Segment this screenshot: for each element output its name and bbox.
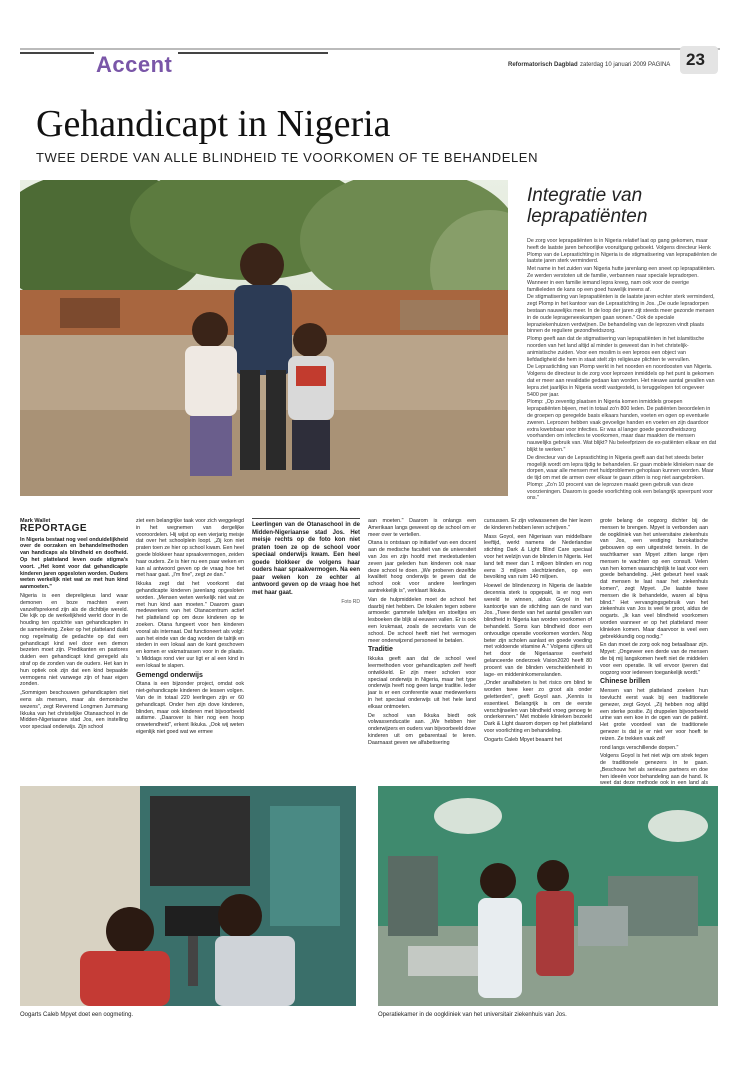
photo-operating-room [378,786,718,1006]
photo-children-schoolyard [20,180,508,496]
photo-operating-room-illustration [378,786,718,1006]
sidebar-paragraph: Plomp geeft aan dat de stigmatisering van leprapatiënten in het islamitische noorden van het land altijd al minder is geweest dan in het christelijk-animistische zuiden. Voor een moslim is een leproos een object van liefdadigheid die hem in staat stelt zijn religieuze plichten te vervullen. [527,336,705,363]
article-column-3 [252,518,360,606]
article-paragraph: Oogarts Caleb Mpyet beaamt het [484,736,563,743]
photo-caption-right: Operatiekamer in de oogkliniek van het universitair ziekenhuis van Jos. [378,1012,567,1018]
article-paragraph: ziet een belangrijke taak voor zich weggelegd in het wegnemen van dergelijke vooroordelen. Hij wijst op een vierjarig meisje dat over het schoolplein loopt. „Zij kon niet praten toen ze hier op school kwam. Een heel goede blokkeer haar spraakvermogen, zeiden haar ouders. Ze is hier nu een paar weken en kan al antwoord geven op de vraag hoe het met haar gaat. „I'm fine", zegt ze dan." [136,518,244,579]
article-paragraph: Ikkuka geeft aan dat de school veel leermethoden voor gehandicapten zelf heeft ontwikkeld. Er zijn meer scholen voor speciaal onderwijs in Nigeria, maar het type onderwijs heeft nog geen lange traditie. Ieder jaar is er een conferentie waar medewerkers in het speciaal onderwijs uit het hele land elkaar ontmoeten. [368,656,476,710]
sidebar-paragraph: Met name in het zuiden van Nigeria hutte jarenlang een sneet op leprapatiënten. Ze werden verstoten uit de familie, verbannen naar speciale lepradorpen. Wanneer in een familie iemand lepra kreeg, nam ook voor de overige familieleden de kans op een goed huwelijk ineens af. [527,266,716,293]
article-paragraph: Mensen van het platteland zoeken hun toevlucht eerst vaak bij een traditionele genezer, zegt Goyol. „Zij hebben nog altijd een sterke positie. Zij druppelen bijvoorbeeld urine van een koe in de ogen van de patiënt. Het grote voordeel van de traditionele genezer is dat je er niet ver voor hoeft te reizen. Ze trekken vaak zelf [600,688,708,742]
byline: Mark Wallet [20,518,51,524]
article-paragraph: En dan moet de zorg ook nog betaalbaar zijn. Mpyet: „Ongeveer een derde van de mensen die bij mij langskomen heeft niet de middelen voor een operatie. Ik wil ervoor ijveren dat oogzorg voor iedereen toegankelijk wordt." [600,642,708,676]
article-paragraph: Nigeria is een diepreligieus land waar demonen en boze machten even vanzelfsprekend zijn als de dichtbije wereld. Die kijk op de werkelijkheid werkt door in de houding ten opzichte van gehandicapten in de samenleving. Zeker op het platteland duikt nog regelmatig de gedachte op dat een gehandicapt kind wel door een demon bezeten moet zijn. Predikanten en pastores duiden een gehandicapt kind geregeld als straf op de zonden van de ouders. Het kan in hun optiek ook zijn dat een kind bepaalde vermogens niet vanwege zijn of haar eigen zonden. [20,592,128,688]
sidebar-title: Integratie van leprapatiënten [527,185,648,227]
article-paragraph: Ikkuka zegt dat het voorkomt dat gehandicapte kinderen jarenlang opgesloten worden. „Mensen weten werkelijk niet wat ze met hun kind aan moeten." Daarom gaan medewerkers van het Otanacentrum actief het platteland op om deze kinderen op te zoeken. Otana fungeert voor hen kinderen vooral als internaat. Dat functioneert als volgt: aan het einde van de dag worden de talrijk en steden in een lokaal aan de kant geschoven en komen er vakmatrassen voor in de plaats. 's Middags rond vier uur ligt er al een kind in een lokaal te slapen. [136,581,244,669]
article-lead: In Nigeria bestaat nog veel onduidelijkheid over de oorzaken en behandelmethoden van handicaps als blindheid en doofheid. Op het platteland leven oude stigma's voort. „Het komt voor dat gehandicapte kinderen jaren opgesloten worden. Ouders weten werkelijk niet wat ze met hun kind aanmoeten." [20,536,128,591]
photo-children-illustration [20,180,508,496]
sidebar-paragraph: De stigmatisering van leprapatiënten is de laatste jaren echter sterk verminderd, zegt Plomp in het kantoor van de Leprastichting in Jos. „De oude lepradorpen bestaan nauwelijks meer. In de loop der jaren zijt steeds meer gezonde mensen in de oude leprageneeskampen gaan wonen." Ook de speciale lepraziekenhuizen verdwijnen. De behandeling van de leprozen vindt plaats binnen de reguliere gezondheidszorg. [527,294,715,335]
section-label: REPORTAGE [20,522,88,534]
photo-credit: Foto RD [341,599,360,605]
sidebar-paragraph: Plomp: „Op zeventig plaatsen in Nigeria komen inmiddels groepen leprapatiënten bijeen, met in totaal zo'n 800 leden. De patiënten beoordelen in de groepen op geregelde basis elkaars handen, voeten en ogen op eventuele zweren. Leprozen hebben vaak gevoelige handen en voeten en zijn daardoor extra kwetsbaar voor infecties. Er was al langer goede gezondheidszorg voorhanden om infecties te voorkomen, maar daar maakten de mensen nauwelijks gebruik van. Wat blijkt? Nu beleefprizen de ex-patiënten elkaar en dat blijkt te werken." [527,399,717,453]
article-subheading: Traditie [368,646,393,654]
article-paragraph: Van de hulpmiddelen moet de school het daarbij niet hebben. De lokalen tegen sobere armoede: gammele tafeltjes en stoeltjes en lesboeken die blijk al eeuwen vallen. Er is ook een krukmaat, zoals de secretaris van de school. De school heeft niet het vermogen meer onderwijzend personeel te betalen. [368,596,476,644]
photo-caption-main: Leerlingen van de Otanaschool in de Midden-Nigeriaanse stad Jos. Het meisje rechts op de foto kon niet praten toen ze op de school voor speciaal onderwijs kwam. Een heel goede blokkeer de volgens haar ouders haar spraakvermogen. Na een paar weken kon ze echter al antwoord geven op de vraag hoe het met haar gaat. [252,518,360,597]
header-rule-left [20,52,94,54]
page-number: 23 [686,50,705,69]
article-paragraph: Volgens Goyol is het niet wijs om strek tegen de traditionele genezers in te gaan. „Beschouw het als serieuze partners en doe hen ideeën voor behandeling aan de hand. Ik weet dat deze methode ook in een land als [600,753,708,787]
article-column-2 [136,518,244,738]
sidebar-paragraph: De directeur van de Leprastichting in Nigeria geeft aan dat het steeds beter mogelijk wordt om lepra tijdig te behandelen. Er gaan mobiele klinieken naar de dorpen, waar alle mensen met huidproblemen gehoplaan kunnen worden. Maar de tijd om met de armen over elkaar te gaan zitten is nog niet aangebroken. Plomp: „Zo'n 10 procent van de leprozen maakt geen gebruik van deze voorzieningen. Daarom is goede voorlichting ook een belangrijk speerpunt voor ons." [527,454,714,502]
article-subheading: Gemengd onderwijs [136,671,203,679]
article-paragraph: „Sommigen beschouwen gehandicapten niet eens als mensen, maar als demonische wezens", zegt Reverend Longmen Jummang Ikkuka van het christelijke Otanaschool in de Midden-Nigeriaanse stad Jos, een instelling voor speciaal onderwijs. Zijn school [20,690,128,731]
article-column-1 [20,518,128,733]
article-paragraph: Otana is een bijzonder project, omdat ook niet-gehandicapte kinderen de lessen volgen. Van de in totaal 220 leerlingen zijn er 60 gehandicapt. Onder hen zijn dove kinderen, blinden, maar ook kinderen met bijvoorbeeld autisme. „Daarover is hier nog een hoop onwetendheid", erkent Ikkuka. „Ook wij weten eigenlijk niet goed wat we ermee [136,681,244,735]
header-rule-right [178,52,328,54]
article-paragraph: „Onder analfabeten is het risico om blind te worden twee keer zo groot als onder geletterden", geeft Goyol aan. „Kennis is essentieel. Belangrijk is om de eerste verschijnselen van blindheid vroeg genoeg te onderkennen." Met mobiele klinieken bezoekt Dark & Light daarom dorpen op het platteland voor voorlichting en behandeling. [484,680,592,734]
article-paragraph: aan moeten." Daarom is onlangs een Amerikaan langs geweest op de school om er meer over te vertellen. [368,518,476,538]
article-paragraph: Otana is ontstaan op initiatief van een docent aan de medische faculteit van de universiteit van Jos en zijn hoofd met medestudenten zeven jaar geleden hun kinderen ook naar deze school te doen. „We proberen dezelfde kwaliteit hoog onderwijs te geven dat de school ook voor andere leerlingen aantrekkelijk is", verklaart Ikkuka. [368,540,476,594]
sidebar-paragraph: De zorg voor leprapatiënten is in Nigeria relatief laat op gang gekomen, maar heeft de laatste jaren behoorlijke vooruitgang geboekt. Volgens directeur Henk Plomp van de Leprastichting in Nigeria is de stigmatisering van leprapatiënten de laatste jaren sterk verminderd. [527,238,717,265]
section-name: Accent [96,52,173,77]
article-column-4 [368,518,476,749]
headline: Gehandicapt in Nigeria [36,103,391,145]
sidebar-paragraph: De Leprastichting van Plomp werkt in het noorden en noordoosten van Nigeria. Volgens de directeur is de zorg voor leprozen inmiddels op het punt is gekomen dat er meer aan revalidatie gedaan kan worden. Het nieuwe aantal gevallen van lepra ziet jaarlijks in Nigeria wordt vastgesteld, is teruggelopen tot ongeveer 5400 per jaar. [527,364,715,398]
article-column-5 [484,518,592,746]
article-paragraph: Hoewel de blindenzorg in Nigeria de laatste decennia sterk is opgepakt, is er nog een wereld te winnen, aldus Goyol in het kantoortje van de stichting aan de rand van Jos. „Twee derde van het aantal gevallen van blindheid in Nigeria kan worden voorkomen of behandeld. Soms kan blindheid door een ontvoudige operatie voorkomen worden. Nog beter zijn scholen aanlast en goede voeding met voldoende vitamine A." Volgens cijfers uit het door de Nigeriaanse overheid gelanceerde onderzoek Vision2020 heeft 80 procent van de blinden verscheidenheid in lage- en middeninkomenslanden. [484,583,592,678]
sidebar-body [527,238,717,503]
photo-caption-left: Oogarts Caleb Mpyet doet een oogmeting. [20,1012,134,1018]
header-rule [20,48,720,50]
article-paragraph: rond langs verschillende dorpen." [600,744,679,751]
article-paragraph: cursussen. Er zijn volwassenen die hier lezen de kinderen hebben leren schrijven." [484,518,592,531]
article-subheading: Chinese brillen [600,678,651,686]
photo-eye-exam-illustration [20,786,356,1006]
photo-eye-exam [20,786,356,1006]
issue-date: zaterdag 10 januari 2009 PAGINA [580,62,671,68]
subheadline: TWEE DERDE VAN ALLE BLINDHEID TE VOORKOMEN OF TE BEHANDELEN [36,150,539,165]
article-paragraph: grote belang de oogzorg dichter bij de mensen te brengen. Mpyet is verbonden aan de oogkliniek van het universitaire ziekenhuis van Jos, een vestiging burokatische gebouwen op een uitgestrekt terrein. In de wachtkamer van Mpyet zitten lange rijen mensen te wachten op een consult. Velen van hen komen waarschijnlijk te laat voor een goede behandeling. „Het gebeurt heel vaak dat mensen te laat naar het ziekenhuis komen", zegt Mpyet. „De laatste twee mensen die ik behandelde, waren al bijna blind." Het vervangingsgebruik van het ziekenhuis van Jos is veel te groot, aldus de oogarts. „Ik kan veel blindheid voorkomen worden wanneer er op het platteland meer klinieken komen. Maar daarvoor is veel een gebrekkkundig oog nodig." [600,518,708,640]
article-paragraph: Mass Goyol, een Nigeriaan van middelbare leeftijd, werkt namens de Nederlandse stichting Dark & Light Blind Care speciaal voor het welzijn van de blinden in Nigeria. Het land telt meer dan 1 miljoen blinden en nog eens 3 miljoen slechtzienden, op een bevolking van ruim 140 miljoen. [484,533,592,581]
article-paragraph: De school van Ikkuka biedt ook volwassenducatie aan. „We hebben hier onderwijzers en ouders van bijvoorbeeld dove kinderen uit om gebarentaal te leren. Daarnaast geven we alfabetisering [368,712,476,746]
paper-name: Reformatorisch Dagblad [508,62,578,68]
